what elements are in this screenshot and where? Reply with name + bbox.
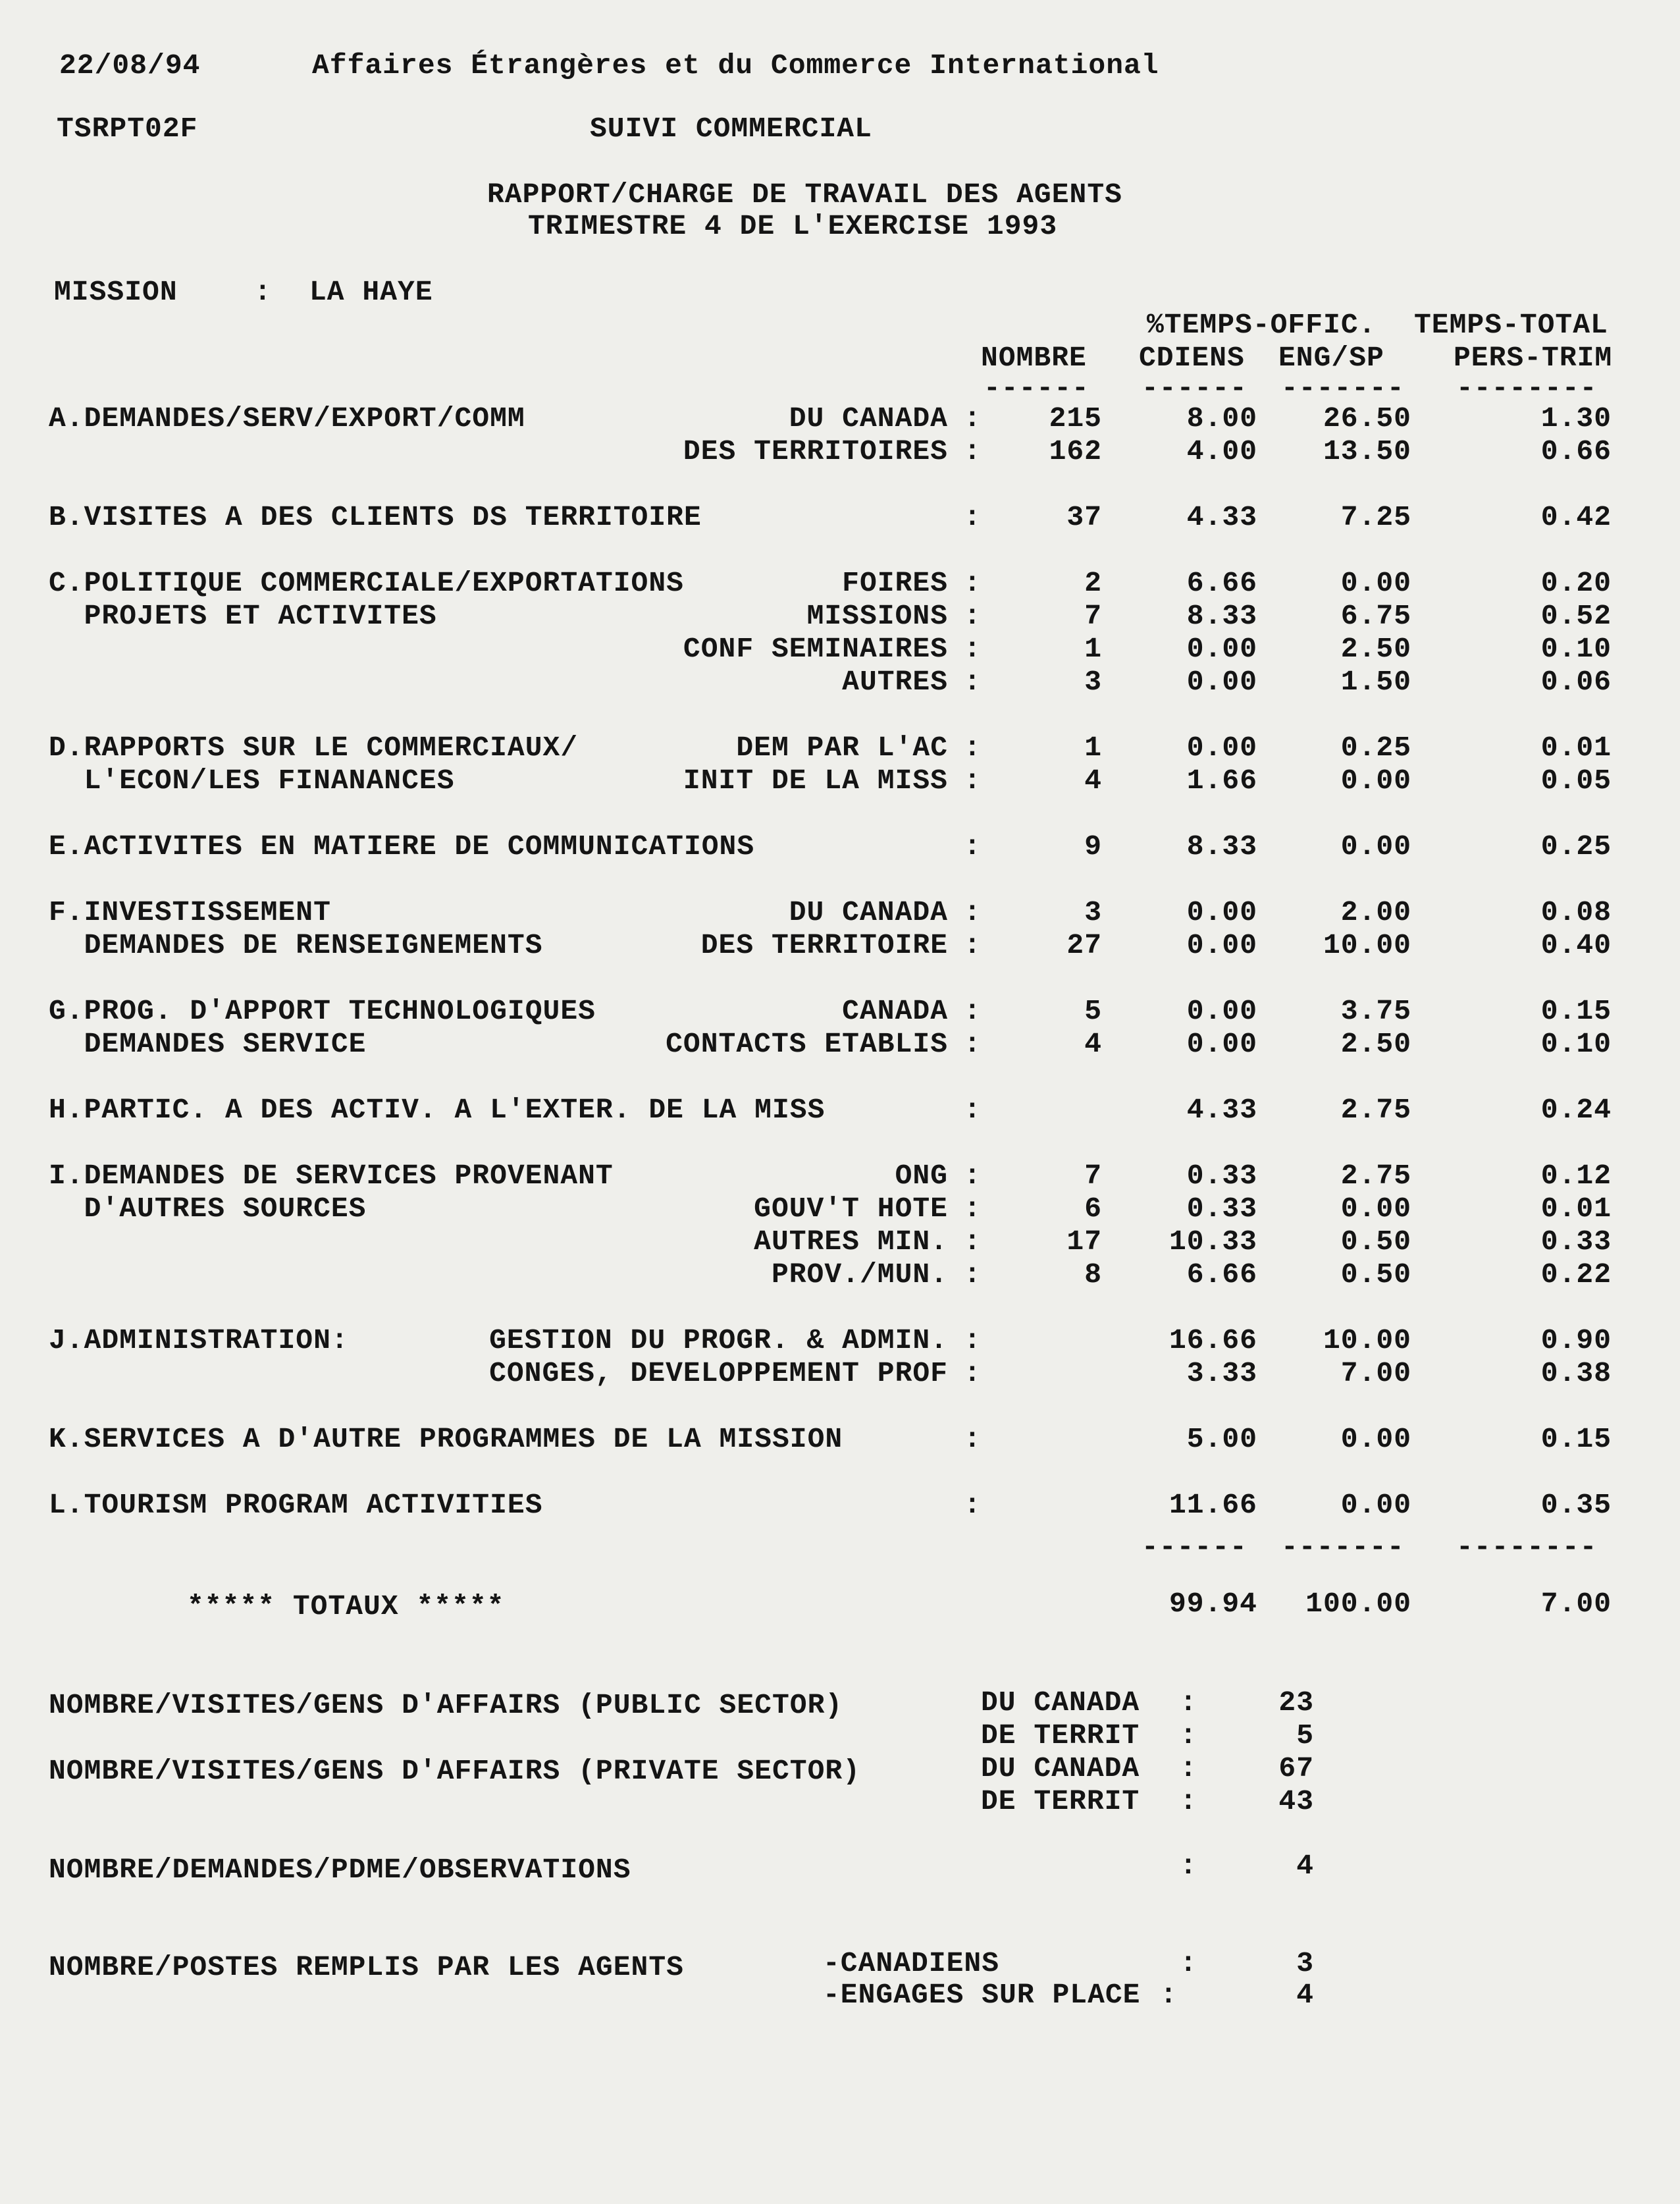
row-nombre: 17 xyxy=(1066,1225,1102,1258)
mission-label: MISSION xyxy=(54,276,178,308)
row-colon: : xyxy=(964,1028,982,1060)
row-pers: 0.38 xyxy=(1540,1357,1612,1389)
row-pers: 0.24 xyxy=(1540,1094,1612,1126)
row-colon: : xyxy=(964,567,982,599)
row-eng: 0.50 xyxy=(1340,1258,1411,1291)
row-colon: : xyxy=(964,929,982,961)
row-nombre: 27 xyxy=(1066,929,1102,961)
row-nombre: 9 xyxy=(1084,830,1102,863)
row-eng: 0.00 xyxy=(1340,830,1411,863)
row-nombre: 5 xyxy=(1084,995,1102,1027)
visits-public-colon2: : xyxy=(1180,1719,1197,1752)
col-underline-nombre: ------ xyxy=(984,372,1089,404)
totals-label: ***** TOTAUX ***** xyxy=(187,1590,505,1623)
totals-underline-pers: -------- xyxy=(1456,1531,1598,1563)
visits-public-sub2: DE TERRIT xyxy=(981,1719,1140,1752)
row-pers: 0.33 xyxy=(1540,1225,1612,1258)
row-eng: 2.50 xyxy=(1340,1028,1411,1060)
row-label: H.PARTIC. A DES ACTIV. A L'EXTER. DE LA MISS xyxy=(49,1094,826,1126)
col-header-eng: ENG/SP xyxy=(1278,342,1384,374)
row-cdiens: 4.00 xyxy=(1186,435,1257,468)
col-underline-eng: ------- xyxy=(1281,372,1405,404)
row-label: D'AUTRES SOURCES xyxy=(49,1193,367,1225)
row-cdiens: 8.33 xyxy=(1186,830,1257,863)
row-eng: 0.00 xyxy=(1340,1489,1411,1521)
row-sublabel: PROV./MUN. xyxy=(771,1258,948,1291)
row-nombre: 215 xyxy=(1049,402,1102,435)
row-colon: : xyxy=(964,1489,982,1521)
report-period: TRIMESTRE 4 DE L'EXERCISE 1993 xyxy=(528,210,1058,242)
visits-public-val1: 23 xyxy=(1278,1686,1314,1719)
row-colon: : xyxy=(964,1225,982,1258)
visits-private-val1: 67 xyxy=(1278,1752,1314,1785)
row-cdiens: 5.00 xyxy=(1186,1423,1257,1455)
row-eng: 3.75 xyxy=(1340,995,1411,1027)
row-colon: : xyxy=(964,501,982,533)
postes-label: NOMBRE/POSTES REMPLIS PAR LES AGENTS xyxy=(49,1951,684,1983)
row-eng: 7.00 xyxy=(1340,1357,1411,1389)
row-cdiens: 11.66 xyxy=(1168,1489,1257,1521)
row-label: D.RAPPORTS SUR LE COMMERCIAUX/ xyxy=(49,732,579,764)
row-colon: : xyxy=(964,435,982,468)
row-nombre: 8 xyxy=(1084,1258,1102,1291)
visits-private-colon1: : xyxy=(1180,1752,1197,1785)
postes-val1: 3 xyxy=(1296,1947,1314,1979)
row-nombre: 4 xyxy=(1084,1028,1102,1060)
row-pers: 0.22 xyxy=(1540,1258,1612,1291)
postes-colon1: : xyxy=(1180,1947,1197,1979)
row-label: K.SERVICES A D'AUTRE PROGRAMMES DE LA MISSION xyxy=(49,1423,843,1455)
visits-public-sub1: DU CANADA xyxy=(981,1686,1140,1719)
row-label: DEMANDES DE RENSEIGNEMENTS xyxy=(49,929,543,961)
row-eng: 0.50 xyxy=(1340,1225,1411,1258)
row-pers: 0.06 xyxy=(1540,666,1612,698)
row-colon: : xyxy=(964,765,982,797)
row-cdiens: 0.00 xyxy=(1186,995,1257,1027)
row-eng: 7.25 xyxy=(1340,501,1411,533)
row-pers: 0.10 xyxy=(1540,1028,1612,1060)
row-sublabel: CONTACTS ETABLIS xyxy=(666,1028,948,1060)
row-cdiens: 8.00 xyxy=(1186,402,1257,435)
row-nombre: 3 xyxy=(1084,896,1102,928)
row-sublabel: INIT DE LA MISS xyxy=(683,765,948,797)
row-cdiens: 0.00 xyxy=(1186,666,1257,698)
row-pers: 0.42 xyxy=(1540,501,1612,533)
row-sublabel: MISSIONS xyxy=(806,600,948,632)
row-cdiens: 0.00 xyxy=(1186,896,1257,928)
row-cdiens: 0.00 xyxy=(1186,929,1257,961)
row-label: DEMANDES SERVICE xyxy=(49,1028,367,1060)
row-nombre: 1 xyxy=(1084,732,1102,764)
row-cdiens: 1.66 xyxy=(1186,765,1257,797)
visits-private-val2: 43 xyxy=(1278,1785,1314,1817)
row-cdiens: 0.00 xyxy=(1186,1028,1257,1060)
mission-value: LA HAYE xyxy=(309,276,433,308)
totals-underline-cdiens: ------ xyxy=(1142,1531,1247,1563)
row-nombre: 4 xyxy=(1084,765,1102,797)
pdme-label: NOMBRE/DEMANDES/PDME/OBSERVATIONS xyxy=(49,1854,631,1886)
row-colon: : xyxy=(964,600,982,632)
row-nombre: 3 xyxy=(1084,666,1102,698)
row-eng: 2.00 xyxy=(1340,896,1411,928)
row-eng: 0.00 xyxy=(1340,1193,1411,1225)
row-pers: 0.01 xyxy=(1540,1193,1612,1225)
row-eng: 0.25 xyxy=(1340,732,1411,764)
row-eng: 0.00 xyxy=(1340,567,1411,599)
col-header-pct: %TEMPS-OFFIC. xyxy=(1147,309,1377,341)
row-colon: : xyxy=(964,1193,982,1225)
row-eng: 6.75 xyxy=(1340,600,1411,632)
row-sublabel: DEM PAR L'AC xyxy=(736,732,948,764)
row-eng: 10.00 xyxy=(1323,929,1411,961)
row-sublabel: AUTRES xyxy=(842,666,948,698)
row-cdiens: 10.33 xyxy=(1168,1225,1257,1258)
mission-separator: : xyxy=(254,276,272,308)
row-colon: : xyxy=(964,1357,982,1389)
row-eng: 13.50 xyxy=(1323,435,1411,468)
row-label: J.ADMINISTRATION: xyxy=(49,1324,349,1357)
row-nombre: 7 xyxy=(1084,600,1102,632)
row-colon: : xyxy=(964,995,982,1027)
row-pers: 0.35 xyxy=(1540,1489,1612,1521)
row-sublabel: DU CANADA xyxy=(789,402,948,435)
visits-public-val2: 5 xyxy=(1296,1719,1314,1752)
row-pers: 0.05 xyxy=(1540,765,1612,797)
row-colon: : xyxy=(964,732,982,764)
row-pers: 0.15 xyxy=(1540,1423,1612,1455)
row-pers: 0.90 xyxy=(1540,1324,1612,1357)
row-cdiens: 0.00 xyxy=(1186,633,1257,665)
visits-private-sub2: DE TERRIT xyxy=(981,1785,1140,1817)
row-label: L.TOURISM PROGRAM ACTIVITIES xyxy=(49,1489,543,1521)
row-label: E.ACTIVITES EN MATIERE DE COMMUNICATIONS xyxy=(49,830,755,863)
col-underline-cdiens: ------ xyxy=(1142,372,1247,404)
totals-pers: 7.00 xyxy=(1540,1588,1612,1620)
row-eng: 2.75 xyxy=(1340,1094,1411,1126)
row-pers: 1.30 xyxy=(1540,402,1612,435)
row-eng: 0.00 xyxy=(1340,1423,1411,1455)
report-title: RAPPORT/CHARGE DE TRAVAIL DES AGENTS xyxy=(487,178,1122,211)
row-sublabel: AUTRES MIN. xyxy=(754,1225,948,1258)
row-sublabel: CANADA xyxy=(842,995,948,1027)
row-eng: 26.50 xyxy=(1323,402,1411,435)
row-eng: 2.75 xyxy=(1340,1160,1411,1192)
row-nombre: 162 xyxy=(1049,435,1102,468)
col-header-total: TEMPS-TOTAL xyxy=(1414,309,1608,341)
row-label: PROJETS ET ACTIVITES xyxy=(49,600,437,632)
pdme-value: 4 xyxy=(1296,1850,1314,1882)
totals-cdiens: 99.94 xyxy=(1168,1588,1257,1620)
col-header-pers: PERS-TRIM xyxy=(1454,342,1613,374)
totals-eng: 100.00 xyxy=(1305,1588,1411,1620)
visits-private-colon2: : xyxy=(1180,1785,1197,1817)
row-pers: 0.01 xyxy=(1540,732,1612,764)
row-label: G.PROG. D'APPORT TECHNOLOGIQUES xyxy=(49,995,596,1027)
row-pers: 0.25 xyxy=(1540,830,1612,863)
row-cdiens: 4.33 xyxy=(1186,501,1257,533)
row-colon: : xyxy=(964,1160,982,1192)
row-sublabel: FOIRES xyxy=(842,567,948,599)
row-pers: 0.20 xyxy=(1540,567,1612,599)
row-cdiens: 16.66 xyxy=(1168,1324,1257,1357)
row-colon: : xyxy=(964,633,982,665)
row-cdiens: 6.66 xyxy=(1186,567,1257,599)
row-colon: : xyxy=(964,1258,982,1291)
row-nombre: 6 xyxy=(1084,1193,1102,1225)
row-label: B.VISITES A DES CLIENTS DS TERRITOIRE xyxy=(49,501,702,533)
row-cdiens: 8.33 xyxy=(1186,600,1257,632)
visits-private-label: NOMBRE/VISITES/GENS D'AFFAIRS (PRIVATE SECTOR) xyxy=(49,1755,860,1787)
row-colon: : xyxy=(964,402,982,435)
postes-sub1: -CANADIENS xyxy=(823,1947,1000,1979)
row-sublabel: DES TERRITOIRE xyxy=(700,929,948,961)
row-sublabel: CONGES, DEVELOPPEMENT PROF xyxy=(489,1357,948,1389)
row-cdiens: 0.33 xyxy=(1186,1160,1257,1192)
totals-underline-eng: ------- xyxy=(1281,1531,1405,1563)
row-pers: 0.40 xyxy=(1540,929,1612,961)
row-label: L'ECON/LES FINANANCES xyxy=(49,765,455,797)
row-sublabel: DES TERRITOIRES xyxy=(683,435,948,468)
row-cdiens: 0.33 xyxy=(1186,1193,1257,1225)
row-sublabel: ONG xyxy=(895,1160,948,1192)
visits-private-sub1: DU CANADA xyxy=(981,1752,1140,1785)
report-code: TSRPT02F xyxy=(57,113,198,145)
row-eng: 2.50 xyxy=(1340,633,1411,665)
row-cdiens: 4.33 xyxy=(1186,1094,1257,1126)
row-sublabel: DU CANADA xyxy=(789,896,948,928)
row-sublabel: GESTION DU PROGR. & ADMIN. xyxy=(489,1324,948,1357)
row-eng: 1.50 xyxy=(1340,666,1411,698)
row-nombre: 37 xyxy=(1066,501,1102,533)
row-sublabel: CONF SEMINAIRES xyxy=(683,633,948,665)
row-pers: 0.15 xyxy=(1540,995,1612,1027)
row-pers: 0.12 xyxy=(1540,1160,1612,1192)
row-colon: : xyxy=(964,896,982,928)
row-pers: 0.66 xyxy=(1540,435,1612,468)
row-colon: : xyxy=(964,1423,982,1455)
pdme-colon: : xyxy=(1180,1850,1197,1882)
row-cdiens: 0.00 xyxy=(1186,732,1257,764)
row-sublabel: GOUV'T HOTE xyxy=(754,1193,948,1225)
row-pers: 0.52 xyxy=(1540,600,1612,632)
row-colon: : xyxy=(964,666,982,698)
row-cdiens: 3.33 xyxy=(1186,1357,1257,1389)
row-label: F.INVESTISSEMENT xyxy=(49,896,331,928)
visits-public-colon1: : xyxy=(1180,1686,1197,1719)
row-colon: : xyxy=(964,1094,982,1126)
postes-sub2: -ENGAGES SUR PLACE xyxy=(823,1979,1141,2011)
col-header-nombre: NOMBRE xyxy=(981,342,1087,374)
postes-val2: 4 xyxy=(1296,1979,1314,2011)
row-label: A.DEMANDES/SERV/EXPORT/COMM xyxy=(49,402,525,435)
row-label: C.POLITIQUE COMMERCIALE/EXPORTATIONS xyxy=(49,567,684,599)
row-nombre: 1 xyxy=(1084,633,1102,665)
row-pers: 0.08 xyxy=(1540,896,1612,928)
row-colon: : xyxy=(964,830,982,863)
row-nombre: 7 xyxy=(1084,1160,1102,1192)
system-name: SUIVI COMMERCIAL xyxy=(590,113,872,145)
col-underline-pers: -------- xyxy=(1456,372,1598,404)
report-date: 22/08/94 xyxy=(59,49,201,82)
postes-colon2: : xyxy=(1160,1979,1178,2011)
row-pers: 0.10 xyxy=(1540,633,1612,665)
row-eng: 0.00 xyxy=(1340,765,1411,797)
row-cdiens: 6.66 xyxy=(1186,1258,1257,1291)
visits-public-label: NOMBRE/VISITES/GENS D'AFFAIRS (PUBLIC SECTOR) xyxy=(49,1689,843,1721)
department-name: Affaires Étrangères et du Commerce International xyxy=(312,49,1159,82)
row-colon: : xyxy=(964,1324,982,1357)
col-header-cdiens: CDIENS xyxy=(1139,342,1245,374)
row-eng: 10.00 xyxy=(1323,1324,1411,1357)
row-nombre: 2 xyxy=(1084,567,1102,599)
row-label: I.DEMANDES DE SERVICES PROVENANT xyxy=(49,1160,614,1192)
